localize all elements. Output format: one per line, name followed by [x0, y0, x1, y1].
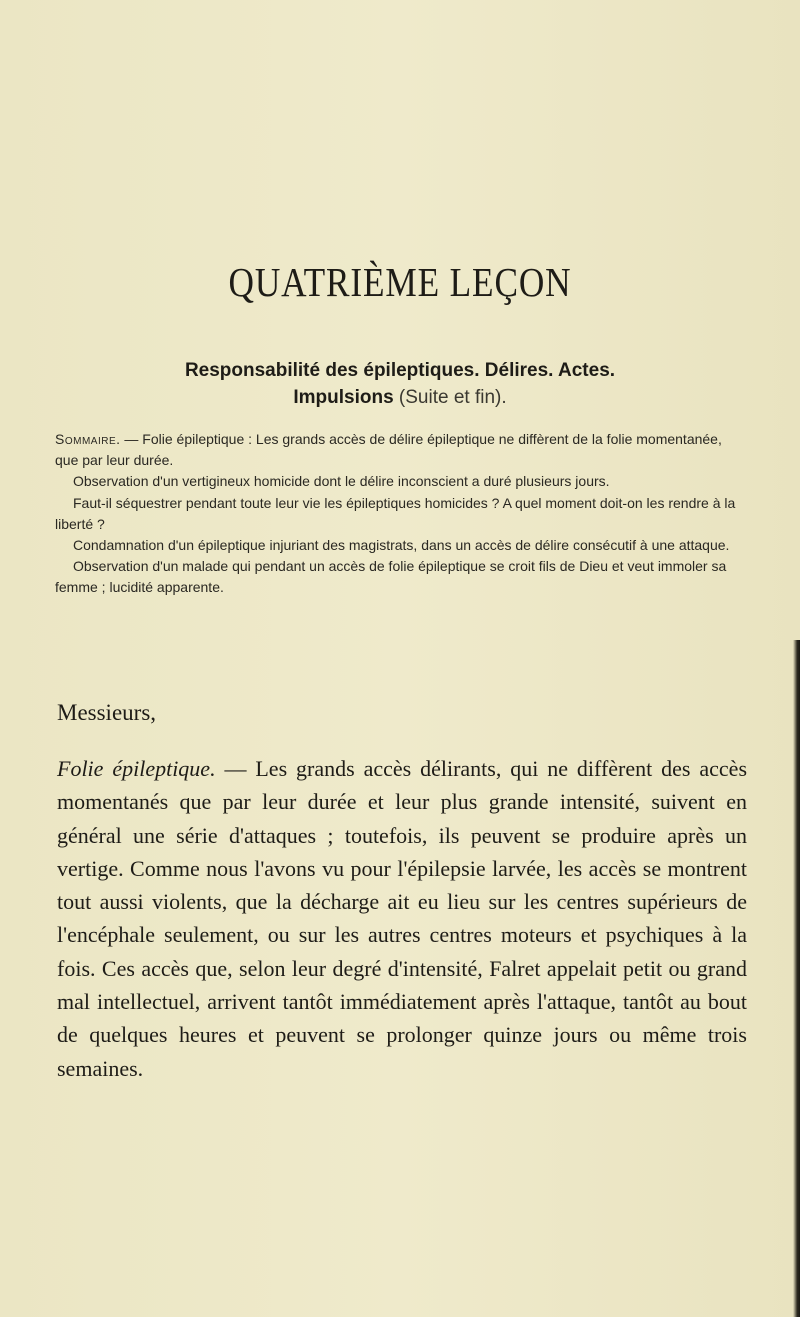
summary-item: Observation d'un vertigineux homicide dont le délire inconscient a duré plusieurs jours. — [73, 473, 610, 490]
body-text: — Les grands accès délirants, qui ne diffèrent des accès momentanés que par leur durée et leur plus grande intensité, suivent en général une série d'attaques ; toutefois, ils peuvent se produire après un vertige. Comme nous l'avons vu pour l'épilepsie larvée, les accès se montrent tout aussi violents, que la décharge ait eu lieu sur les centres supérieurs de l'encéphale seulement, ou sur les autres centres moteurs et psychiques à la fois. Ces accès que, selon leur degré d'intensité, Falret appelait petit ou grand mal intellectuel, arrivent tantôt immédiatement après l'attaque, tantôt au bout de quelques heures et peuvent se prolonger quinze jours ou même trois semaines. — [57, 756, 748, 1081]
body-paragraph — [57, 752, 747, 1085]
subtitle-main: Impulsions — [293, 387, 394, 408]
summary-item: Condamnation d'un épileptique injuriant des magistrats, dans un accès de délire consécutif à une attaque. — [73, 537, 730, 554]
summary-intro — [55, 429, 747, 471]
lesson-title: QUATRIÈME LEÇON — [228, 259, 572, 305]
chapter-subtitle-line1: Responsabilité des épileptiques. Délires. Actes. — [184, 360, 616, 381]
body-lead-heading: Folie épileptique. — [57, 756, 216, 781]
summary-item: Observation d'un malade qui pendant un accès de folie épileptique se croit fils de Dieu et veut immoler sa femme ; lucidité apparente. — [55, 558, 727, 596]
summary-block — [55, 429, 747, 599]
summary-item: Faut-il séquestrer pendant toute leur vie les épileptiques homicides ? A quel moment doit-on les rendre à la liberté ? — [55, 494, 736, 532]
salutation: Messieurs, — [57, 700, 157, 725]
chapter-subtitle-line2 — [0, 387, 800, 409]
summary-label: Sommaire. — [55, 431, 121, 447]
page-edge-shadow — [793, 640, 800, 1317]
summary-intro-text: — Folie épileptique : Les grands accès de délire épileptique ne diffèrent de la folie momentanée, que par leur durée. — [55, 431, 722, 469]
subtitle-parenthetical: (Suite et fin). — [398, 387, 507, 408]
